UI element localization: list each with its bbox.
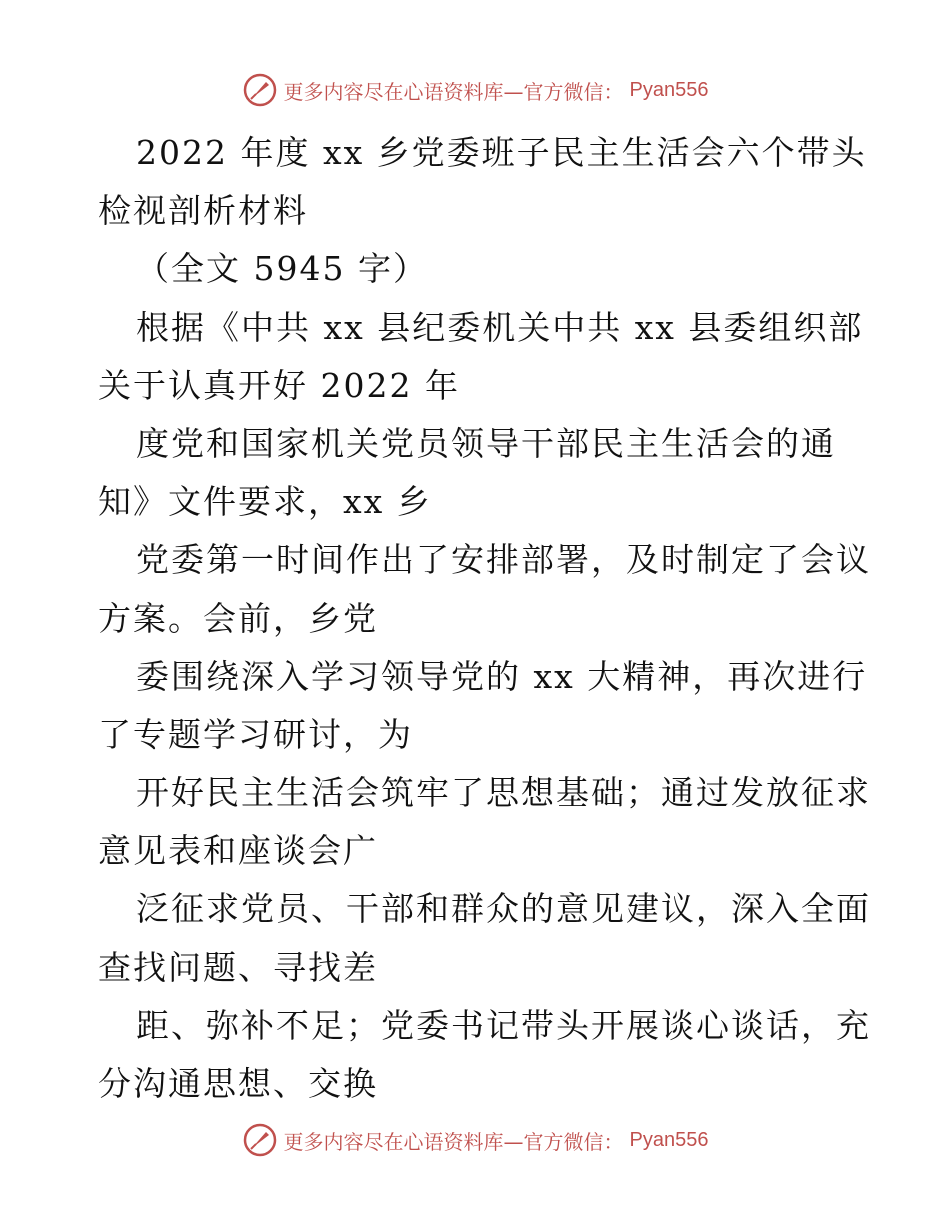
paragraph-line: 方案。会前，乡党 <box>98 598 378 638</box>
document-body <box>98 124 871 1113</box>
paragraph-line: 开好民主生活会筑牢了思想基础；通过发放征求 <box>136 773 871 813</box>
paragraph-line: 分沟通思想、交换 <box>98 1064 378 1103</box>
title-line-1: 2022 年度 xx 乡党委班子民主生活会六个带头 <box>136 133 867 172</box>
paragraph-line: 根据《中共 xx 县纪委机关中共 xx 县委组织部 <box>136 307 864 347</box>
feather-pen-logo-icon <box>242 72 278 108</box>
watermark-text: 更多内容尽在心语资料库—官方微信： <box>283 1129 624 1154</box>
paragraph-line: 查找问题、寻找差 <box>98 947 378 987</box>
paragraph-line: 知》文件要求，xx 乡 <box>98 482 432 522</box>
paragraph-line: 泛征求党员、干部和群众的意见建议，深入全面 <box>136 889 871 929</box>
watermark-wechat-id: Pyan556 <box>629 1128 709 1151</box>
paragraph-line: 党委第一时间作出了安排部署，及时制定了会议 <box>136 540 871 580</box>
title-line-2: 检视剖析材料 <box>98 191 308 231</box>
paragraph-line: 意见表和座谈会广 <box>98 831 378 871</box>
feather-pen-logo-icon <box>242 1122 278 1158</box>
paragraph-line: 关于认真开好 2022 年 <box>98 365 460 405</box>
word-count: （全文 5945 字） <box>136 249 428 289</box>
watermark-text: 更多内容尽在心语资料库—官方微信： <box>283 79 624 104</box>
paragraph-line: 距、弥补不足；党委书记带头开展谈心谈话，充 <box>136 1005 871 1045</box>
paragraph-line: 委围绕深入学习领导党的 xx 大精神，再次进行 <box>136 656 868 696</box>
watermark-banner-top <box>0 70 950 110</box>
paragraph-line: 了专题学习研讨，为 <box>98 714 413 754</box>
watermark-banner-bottom <box>0 1120 950 1160</box>
watermark-wechat-id: Pyan556 <box>629 78 709 101</box>
paragraph-line: 度党和国家机关党员领导干部民主生活会的通 <box>136 423 836 463</box>
